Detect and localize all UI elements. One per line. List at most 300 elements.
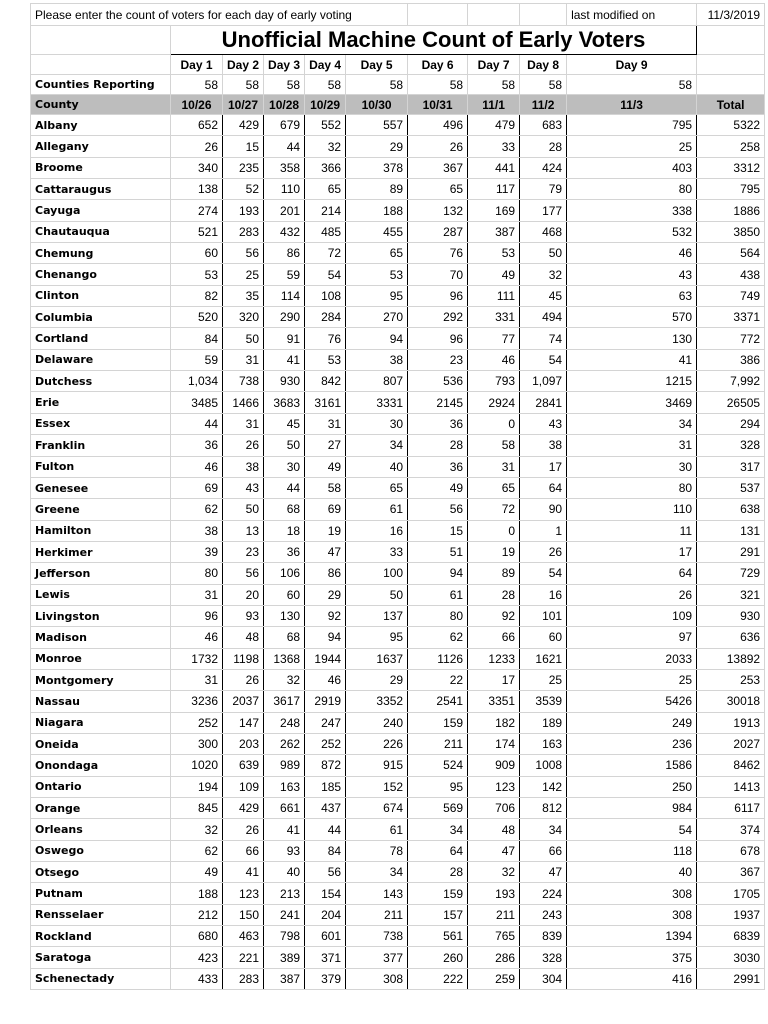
county-name[interactable]: Herkimer [31,541,171,562]
day-count-cell[interactable]: 47 [520,862,567,883]
last-modified-label[interactable]: last modified on [567,4,697,26]
day-count-cell[interactable]: 41 [264,819,305,840]
day-count-cell[interactable]: 174 [468,733,520,754]
day-count-cell[interactable]: 97 [567,627,697,648]
empty-cell[interactable] [520,4,567,26]
day-count-cell[interactable]: 1944 [305,648,346,669]
day-count-cell[interactable]: 59 [171,349,223,370]
day-count-cell[interactable]: 66 [468,627,520,648]
day-count-cell[interactable]: 23 [408,349,468,370]
day-count-cell[interactable]: 13 [223,520,264,541]
day-count-cell[interactable]: 86 [264,243,305,264]
day-count-cell[interactable]: 262 [264,733,305,754]
date-header[interactable]: 10/29 [305,95,346,115]
day-count-cell[interactable]: 798 [264,926,305,947]
day-count-cell[interactable]: 58 [468,435,520,456]
counties-reporting-value[interactable]: 58 [223,75,264,95]
total-cell[interactable]: 1413 [697,776,765,797]
day-count-cell[interactable]: 287 [408,221,468,242]
day-count-cell[interactable]: 93 [264,840,305,861]
day-count-cell[interactable]: 92 [468,605,520,626]
day-count-cell[interactable]: 82 [171,285,223,306]
county-name[interactable]: Rensselaer [31,904,171,925]
day-count-cell[interactable]: 65 [346,477,408,498]
empty-cell[interactable] [31,55,171,75]
day-count-cell[interactable]: 41 [264,349,305,370]
day-count-cell[interactable]: 32 [468,862,520,883]
day-count-cell[interactable]: 65 [305,179,346,200]
day-count-cell[interactable]: 84 [305,840,346,861]
date-header[interactable]: 10/27 [223,95,264,115]
day-count-cell[interactable]: 221 [223,947,264,968]
day-count-cell[interactable]: 236 [567,733,697,754]
total-cell[interactable]: 258 [697,136,765,157]
county-name[interactable]: Livingston [31,605,171,626]
day-count-cell[interactable]: 375 [567,947,697,968]
county-name[interactable]: Hamilton [31,520,171,541]
total-cell[interactable]: 638 [697,499,765,520]
day-count-cell[interactable]: 17 [468,669,520,690]
day-count-cell[interactable]: 74 [520,328,567,349]
county-name[interactable]: Ontario [31,776,171,797]
day-count-cell[interactable]: 358 [264,157,305,178]
day-count-cell[interactable]: 674 [346,798,408,819]
counties-reporting-value[interactable]: 58 [171,75,223,95]
day-count-cell[interactable]: 72 [468,499,520,520]
day-count-cell[interactable]: 132 [408,200,468,221]
day-count-cell[interactable]: 65 [468,477,520,498]
day-count-cell[interactable]: 94 [305,627,346,648]
total-cell[interactable]: 328 [697,435,765,456]
day-label[interactable]: Day 2 [223,55,264,75]
day-count-cell[interactable]: 61 [408,584,468,605]
day-count-cell[interactable]: 845 [171,798,223,819]
day-count-cell[interactable]: 286 [468,947,520,968]
total-header[interactable]: Total [697,95,765,115]
day-count-cell[interactable]: 378 [346,157,408,178]
day-count-cell[interactable]: 84 [171,328,223,349]
county-name[interactable]: Jefferson [31,563,171,584]
day-count-cell[interactable]: 1732 [171,648,223,669]
day-count-cell[interactable]: 51 [408,541,468,562]
day-count-cell[interactable]: 94 [346,328,408,349]
day-count-cell[interactable]: 1215 [567,371,697,392]
day-count-cell[interactable]: 47 [468,840,520,861]
date-header[interactable]: 10/30 [346,95,408,115]
day-count-cell[interactable]: 29 [305,584,346,605]
day-count-cell[interactable]: 34 [346,862,408,883]
day-count-cell[interactable]: 54 [520,349,567,370]
total-cell[interactable]: 3371 [697,307,765,328]
total-cell[interactable]: 253 [697,669,765,690]
day-count-cell[interactable]: 64 [520,477,567,498]
day-count-cell[interactable]: 49 [468,264,520,285]
day-count-cell[interactable]: 185 [305,776,346,797]
day-count-cell[interactable]: 211 [346,904,408,925]
day-count-cell[interactable]: 49 [305,456,346,477]
county-name[interactable]: Essex [31,413,171,434]
day-count-cell[interactable]: 52 [223,179,264,200]
county-name[interactable]: Cayuga [31,200,171,221]
total-cell[interactable]: 2991 [697,968,765,989]
day-count-cell[interactable]: 308 [567,904,697,925]
day-count-cell[interactable]: 424 [520,157,567,178]
day-count-cell[interactable]: 130 [567,328,697,349]
day-count-cell[interactable]: 989 [264,755,305,776]
day-count-cell[interactable]: 163 [520,733,567,754]
day-count-cell[interactable]: 3683 [264,392,305,413]
county-name[interactable]: Onondaga [31,755,171,776]
county-name[interactable]: Dutchess [31,371,171,392]
day-count-cell[interactable]: 62 [171,840,223,861]
day-count-cell[interactable]: 652 [171,115,223,136]
day-count-cell[interactable]: 3617 [264,691,305,712]
total-cell[interactable]: 5322 [697,115,765,136]
day-count-cell[interactable]: 222 [408,968,468,989]
day-count-cell[interactable]: 33 [468,136,520,157]
date-header[interactable]: 11/2 [520,95,567,115]
day-count-cell[interactable]: 39 [171,541,223,562]
day-count-cell[interactable]: 795 [567,115,697,136]
day-count-cell[interactable]: 1126 [408,648,468,669]
day-count-cell[interactable]: 26 [223,819,264,840]
county-name[interactable]: Delaware [31,349,171,370]
day-count-cell[interactable]: 43 [223,477,264,498]
day-label[interactable]: Day 8 [520,55,567,75]
day-count-cell[interactable]: 839 [520,926,567,947]
day-count-cell[interactable]: 320 [223,307,264,328]
day-count-cell[interactable]: 29 [346,669,408,690]
day-count-cell[interactable]: 1394 [567,926,697,947]
day-count-cell[interactable]: 46 [171,627,223,648]
day-count-cell[interactable]: 1621 [520,648,567,669]
day-count-cell[interactable]: 95 [346,627,408,648]
total-cell[interactable]: 13892 [697,648,765,669]
total-cell[interactable]: 7,992 [697,371,765,392]
total-cell[interactable]: 564 [697,243,765,264]
day-count-cell[interactable]: 3352 [346,691,408,712]
day-count-cell[interactable]: 96 [408,285,468,306]
day-count-cell[interactable]: 243 [520,904,567,925]
total-cell[interactable]: 729 [697,563,765,584]
day-count-cell[interactable]: 738 [223,371,264,392]
day-count-cell[interactable]: 16 [520,584,567,605]
day-count-cell[interactable]: 248 [264,712,305,733]
date-header[interactable]: 11/3 [567,95,697,115]
day-label[interactable]: Day 3 [264,55,305,75]
total-cell[interactable]: 3312 [697,157,765,178]
day-count-cell[interactable]: 25 [567,669,697,690]
day-count-cell[interactable]: 416 [567,968,697,989]
total-cell[interactable]: 795 [697,179,765,200]
day-count-cell[interactable]: 20 [223,584,264,605]
day-count-cell[interactable]: 496 [408,115,468,136]
day-count-cell[interactable]: 211 [408,733,468,754]
day-count-cell[interactable]: 31 [223,349,264,370]
day-label[interactable]: Day 1 [171,55,223,75]
counties-reporting-value[interactable]: 58 [305,75,346,95]
total-cell[interactable]: 367 [697,862,765,883]
day-count-cell[interactable]: 557 [346,115,408,136]
day-count-cell[interactable]: 118 [567,840,697,861]
day-count-cell[interactable]: 1,034 [171,371,223,392]
day-count-cell[interactable]: 203 [223,733,264,754]
day-count-cell[interactable]: 2841 [520,392,567,413]
day-count-cell[interactable]: 27 [305,435,346,456]
day-count-cell[interactable]: 260 [408,947,468,968]
day-count-cell[interactable]: 78 [346,840,408,861]
day-count-cell[interactable]: 524 [408,755,468,776]
day-count-cell[interactable]: 137 [346,605,408,626]
day-label[interactable]: Day 6 [408,55,468,75]
empty-cell[interactable] [468,4,520,26]
day-count-cell[interactable]: 46 [567,243,697,264]
day-count-cell[interactable]: 3351 [468,691,520,712]
day-count-cell[interactable]: 1,097 [520,371,567,392]
day-count-cell[interactable]: 2037 [223,691,264,712]
county-name[interactable]: Madison [31,627,171,648]
county-name[interactable]: Albany [31,115,171,136]
county-name[interactable]: Oneida [31,733,171,754]
day-count-cell[interactable]: 240 [346,712,408,733]
day-count-cell[interactable]: 812 [520,798,567,819]
day-count-cell[interactable]: 19 [468,541,520,562]
total-cell[interactable]: 1705 [697,883,765,904]
total-cell[interactable]: 2027 [697,733,765,754]
day-count-cell[interactable]: 915 [346,755,408,776]
day-count-cell[interactable]: 387 [468,221,520,242]
day-count-cell[interactable]: 1020 [171,755,223,776]
day-count-cell[interactable]: 48 [468,819,520,840]
date-header[interactable]: 10/31 [408,95,468,115]
day-count-cell[interactable]: 15 [408,520,468,541]
day-count-cell[interactable]: 26 [223,669,264,690]
county-name[interactable]: Broome [31,157,171,178]
day-count-cell[interactable]: 50 [520,243,567,264]
day-count-cell[interactable]: 79 [520,179,567,200]
total-cell[interactable]: 749 [697,285,765,306]
day-count-cell[interactable]: 423 [171,947,223,968]
day-count-cell[interactable]: 65 [346,243,408,264]
day-count-cell[interactable]: 18 [264,520,305,541]
county-name[interactable]: Niagara [31,712,171,733]
day-count-cell[interactable]: 138 [171,179,223,200]
county-name[interactable]: Nassau [31,691,171,712]
day-count-cell[interactable]: 61 [346,819,408,840]
day-count-cell[interactable]: 214 [305,200,346,221]
county-name[interactable]: Columbia [31,307,171,328]
day-count-cell[interactable]: 38 [520,435,567,456]
day-count-cell[interactable]: 41 [223,862,264,883]
day-count-cell[interactable]: 72 [305,243,346,264]
day-count-cell[interactable]: 159 [408,883,468,904]
day-count-cell[interactable]: 45 [264,413,305,434]
day-count-cell[interactable]: 33 [346,541,408,562]
county-name[interactable]: Allegany [31,136,171,157]
counties-reporting-value[interactable]: 58 [567,75,697,95]
day-count-cell[interactable]: 25 [520,669,567,690]
day-count-cell[interactable]: 284 [305,307,346,328]
counties-reporting-value[interactable]: 58 [408,75,468,95]
county-name[interactable]: Genesee [31,477,171,498]
day-count-cell[interactable]: 252 [305,733,346,754]
day-count-cell[interactable]: 379 [305,968,346,989]
day-count-cell[interactable]: 40 [567,862,697,883]
day-count-cell[interactable]: 479 [468,115,520,136]
day-count-cell[interactable]: 338 [567,200,697,221]
day-count-cell[interactable]: 249 [567,712,697,733]
day-count-cell[interactable]: 5426 [567,691,697,712]
day-count-cell[interactable]: 163 [264,776,305,797]
day-count-cell[interactable]: 100 [346,563,408,584]
day-count-cell[interactable]: 19 [305,520,346,541]
day-count-cell[interactable]: 143 [346,883,408,904]
day-count-cell[interactable]: 93 [223,605,264,626]
total-cell[interactable]: 537 [697,477,765,498]
day-count-cell[interactable]: 68 [264,627,305,648]
total-cell[interactable]: 30018 [697,691,765,712]
day-count-cell[interactable]: 47 [305,541,346,562]
day-count-cell[interactable]: 304 [520,968,567,989]
day-count-cell[interactable]: 328 [520,947,567,968]
day-count-cell[interactable]: 46 [171,456,223,477]
day-count-cell[interactable]: 765 [468,926,520,947]
day-count-cell[interactable]: 80 [567,477,697,498]
day-label[interactable]: Day 4 [305,55,346,75]
empty-cell[interactable] [408,4,468,26]
total-cell[interactable]: 772 [697,328,765,349]
day-count-cell[interactable]: 570 [567,307,697,328]
day-count-cell[interactable]: 1198 [223,648,264,669]
day-count-cell[interactable]: 270 [346,307,408,328]
county-name[interactable]: Orange [31,798,171,819]
day-count-cell[interactable]: 683 [520,115,567,136]
day-count-cell[interactable]: 28 [408,862,468,883]
county-name[interactable]: Chautauqua [31,221,171,242]
day-count-cell[interactable]: 17 [520,456,567,477]
day-count-cell[interactable]: 30 [567,456,697,477]
day-count-cell[interactable]: 2145 [408,392,468,413]
day-count-cell[interactable]: 60 [264,584,305,605]
day-count-cell[interactable]: 108 [305,285,346,306]
day-count-cell[interactable]: 56 [305,862,346,883]
day-count-cell[interactable]: 31 [171,584,223,605]
total-cell[interactable]: 438 [697,264,765,285]
day-count-cell[interactable]: 3236 [171,691,223,712]
counties-reporting-value[interactable]: 58 [520,75,567,95]
day-count-cell[interactable]: 601 [305,926,346,947]
day-count-cell[interactable]: 59 [264,264,305,285]
day-count-cell[interactable]: 0 [468,520,520,541]
day-count-cell[interactable]: 65 [408,179,468,200]
day-count-cell[interactable]: 226 [346,733,408,754]
day-count-cell[interactable]: 536 [408,371,468,392]
county-name[interactable]: Otsego [31,862,171,883]
day-count-cell[interactable]: 63 [567,285,697,306]
day-count-cell[interactable]: 80 [171,563,223,584]
day-count-cell[interactable]: 26 [408,136,468,157]
county-name[interactable]: Oswego [31,840,171,861]
day-count-cell[interactable]: 1008 [520,755,567,776]
day-count-cell[interactable]: 142 [520,776,567,797]
day-count-cell[interactable]: 639 [223,755,264,776]
day-count-cell[interactable]: 441 [468,157,520,178]
county-name[interactable]: Schenectady [31,968,171,989]
day-label[interactable]: Day 5 [346,55,408,75]
day-count-cell[interactable]: 290 [264,307,305,328]
empty-cell[interactable] [31,26,171,55]
day-label[interactable]: Day 9 [567,55,697,75]
day-count-cell[interactable]: 44 [264,477,305,498]
day-count-cell[interactable]: 2033 [567,648,697,669]
day-count-cell[interactable]: 1368 [264,648,305,669]
county-name[interactable]: Orleans [31,819,171,840]
day-count-cell[interactable]: 494 [520,307,567,328]
day-count-cell[interactable]: 44 [305,819,346,840]
day-count-cell[interactable]: 252 [171,712,223,733]
day-count-cell[interactable]: 159 [408,712,468,733]
day-count-cell[interactable]: 235 [223,157,264,178]
counties-reporting-value[interactable]: 58 [468,75,520,95]
day-count-cell[interactable]: 387 [264,968,305,989]
day-count-cell[interactable]: 150 [223,904,264,925]
day-count-cell[interactable]: 680 [171,926,223,947]
day-count-cell[interactable]: 60 [520,627,567,648]
day-count-cell[interactable]: 292 [408,307,468,328]
day-count-cell[interactable]: 308 [346,968,408,989]
day-count-cell[interactable]: 872 [305,755,346,776]
day-count-cell[interactable]: 49 [408,477,468,498]
day-count-cell[interactable]: 201 [264,200,305,221]
day-count-cell[interactable]: 90 [520,499,567,520]
day-count-cell[interactable]: 109 [567,605,697,626]
county-name[interactable]: Chemung [31,243,171,264]
day-count-cell[interactable]: 80 [567,179,697,200]
day-count-cell[interactable]: 46 [305,669,346,690]
county-name[interactable]: Franklin [31,435,171,456]
day-count-cell[interactable]: 157 [408,904,468,925]
day-count-cell[interactable]: 60 [171,243,223,264]
day-count-cell[interactable]: 274 [171,200,223,221]
counties-reporting-label[interactable]: Counties Reporting [31,75,171,95]
day-count-cell[interactable]: 569 [408,798,468,819]
total-cell[interactable]: 321 [697,584,765,605]
day-count-cell[interactable]: 0 [468,413,520,434]
day-count-cell[interactable]: 193 [223,200,264,221]
day-count-cell[interactable]: 40 [346,456,408,477]
total-cell[interactable]: 636 [697,627,765,648]
day-count-cell[interactable]: 77 [468,328,520,349]
day-count-cell[interactable]: 36 [408,456,468,477]
total-cell[interactable]: 3850 [697,221,765,242]
day-count-cell[interactable]: 94 [408,563,468,584]
day-count-cell[interactable]: 3539 [520,691,567,712]
day-count-cell[interactable]: 56 [408,499,468,520]
day-count-cell[interactable]: 56 [223,243,264,264]
day-count-cell[interactable]: 189 [520,712,567,733]
day-count-cell[interactable]: 679 [264,115,305,136]
day-count-cell[interactable]: 403 [567,157,697,178]
day-count-cell[interactable]: 44 [171,413,223,434]
day-count-cell[interactable]: 111 [468,285,520,306]
day-count-cell[interactable]: 433 [171,968,223,989]
day-count-cell[interactable]: 29 [346,136,408,157]
empty-cell[interactable] [697,26,765,55]
day-count-cell[interactable]: 31 [305,413,346,434]
day-count-cell[interactable]: 154 [305,883,346,904]
day-count-cell[interactable]: 23 [223,541,264,562]
day-count-cell[interactable]: 50 [223,328,264,349]
